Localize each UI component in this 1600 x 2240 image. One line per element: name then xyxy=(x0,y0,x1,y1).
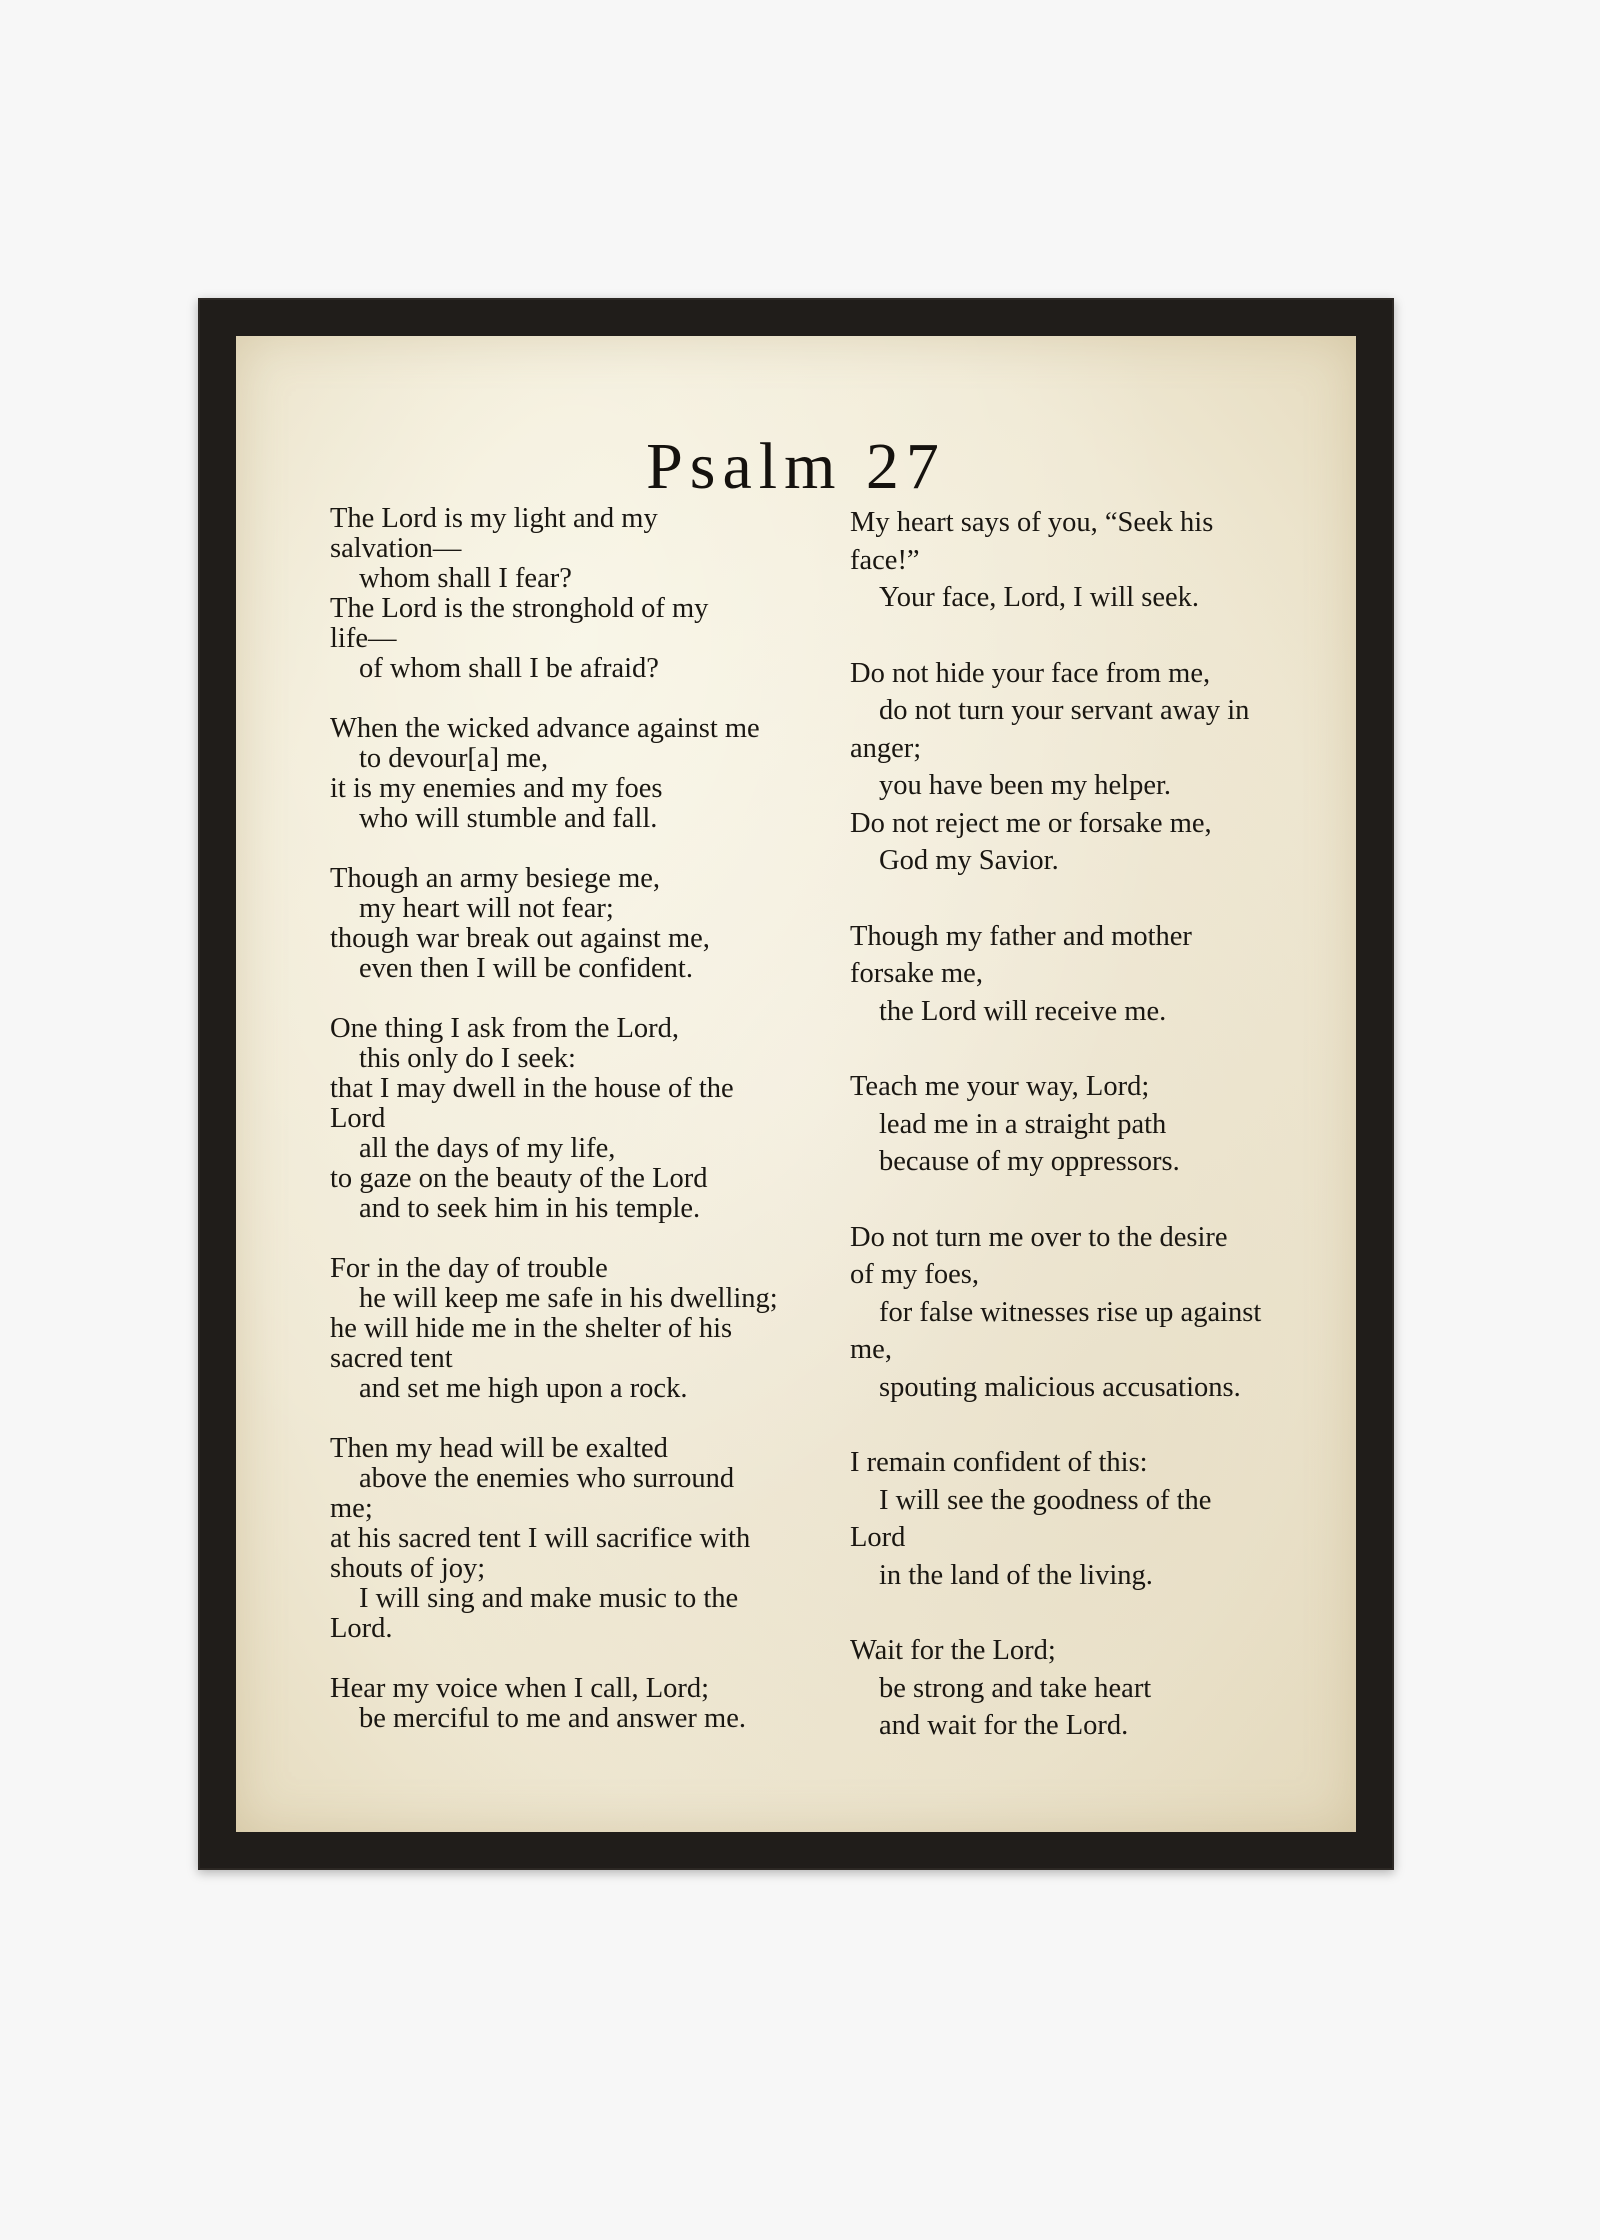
stanza xyxy=(850,1068,1310,1181)
poster-frame xyxy=(198,298,1394,1870)
verse-line: Hear my voice when I call, Lord; xyxy=(330,1673,710,1704)
stanza xyxy=(850,655,1310,880)
verse-line: My heart says of you, “Seek his xyxy=(850,507,1214,538)
verse-line: Teach me your way, Lord; xyxy=(850,1071,1150,1102)
verse-line: Though my father and mother xyxy=(850,920,1192,952)
verse-line: to gaze on the beauty of the Lord xyxy=(330,1163,708,1194)
verse-line: he will hide me in the shelter of his xyxy=(330,1313,733,1344)
verse-line: it is my enemies and my foes xyxy=(330,773,663,804)
verse-line: in the land of the living. xyxy=(879,1559,1153,1591)
verse-line: anger; xyxy=(850,732,922,764)
verse-line: Do not reject me or forsake me, xyxy=(850,807,1212,839)
verse-line: me, xyxy=(850,1334,892,1365)
stanza xyxy=(330,1674,810,1734)
stanza xyxy=(330,1254,810,1404)
stanza xyxy=(330,714,810,834)
verse-line: I will sing and make music to the xyxy=(359,1583,739,1614)
stanza xyxy=(850,1632,1310,1745)
verse-line: be merciful to me and answer me. xyxy=(359,1703,746,1734)
verse-line: I will see the goodness of the xyxy=(879,1484,1212,1516)
verse-line: shouts of joy; xyxy=(330,1553,486,1584)
verse-line: life— xyxy=(330,623,397,654)
stanza xyxy=(330,504,810,684)
poster-title: Psalm 27 xyxy=(646,430,946,503)
verse-line: When the wicked advance against me xyxy=(330,713,760,744)
verse-line: lead me in a straight path xyxy=(879,1108,1167,1140)
verse-line: Though an army besiege me, xyxy=(330,863,661,894)
verse-line: God my Savior. xyxy=(879,845,1059,876)
verse-line: Do not turn me over to the desire xyxy=(850,1221,1228,1253)
verse-line: whom shall I fear? xyxy=(359,563,572,594)
verse-line: Lord. xyxy=(330,1613,393,1644)
verse-line: me; xyxy=(330,1493,373,1524)
verse-line: Your face, Lord, I will seek. xyxy=(879,582,1200,613)
verse-line: Do not hide your face from me, xyxy=(850,657,1211,689)
verse-line: who will stumble and fall. xyxy=(359,803,658,834)
verse-line: Lord xyxy=(330,1103,386,1134)
verse-line: my heart will not fear; xyxy=(359,893,614,924)
verse-line: for false witnesses rise up against xyxy=(879,1296,1262,1328)
verse-line: all the days of my life, xyxy=(359,1133,616,1164)
verse-line: salvation— xyxy=(330,533,462,564)
stanza xyxy=(850,1444,1310,1594)
stanza xyxy=(850,918,1310,1031)
verse-line: For in the day of trouble xyxy=(330,1253,608,1284)
left-text-column xyxy=(330,504,810,1764)
verse-line: you have been my helper. xyxy=(879,770,1172,801)
verse-line: and wait for the Lord. xyxy=(879,1710,1129,1741)
stanza xyxy=(850,504,1310,617)
verse-line: One thing I ask from the Lord, xyxy=(330,1013,680,1044)
verse-line: because of my oppressors. xyxy=(879,1146,1180,1177)
verse-line: to devour[a] me, xyxy=(359,743,549,774)
verse-line: Lord xyxy=(850,1522,906,1553)
verse-line: at his sacred tent I will sacrifice with xyxy=(330,1523,751,1554)
verse-line: Then my head will be exalted xyxy=(330,1433,668,1464)
verse-line: The Lord is my light and my xyxy=(330,503,658,534)
verse-line: and set me high upon a rock. xyxy=(359,1373,688,1404)
verse-line: and to seek him in his temple. xyxy=(359,1193,701,1224)
verse-line: even then I will be confident. xyxy=(359,953,693,984)
stanza xyxy=(330,864,810,984)
verse-line: do not turn your servant away in xyxy=(879,695,1250,726)
verse-line: The Lord is the stronghold of my xyxy=(330,593,709,624)
verse-line: Wait for the Lord; xyxy=(850,1635,1056,1666)
verse-line: forsake me, xyxy=(850,958,983,989)
verse-line: of whom shall I be afraid? xyxy=(359,653,659,684)
verse-line: the Lord will receive me. xyxy=(879,995,1167,1027)
stanza xyxy=(330,1014,810,1224)
verse-line: of my foes, xyxy=(850,1259,980,1290)
poster-paper xyxy=(236,336,1356,1832)
verse-line: sacred tent xyxy=(330,1343,453,1374)
right-text-column xyxy=(850,504,1310,1783)
verse-line: though war break out against me, xyxy=(330,923,710,954)
verse-line: face!” xyxy=(850,544,920,576)
verse-line: I remain confident of this: xyxy=(850,1447,1148,1478)
verse-line: he will keep me safe in his dwelling; xyxy=(359,1283,778,1314)
verse-line: spouting malicious accusations. xyxy=(879,1371,1241,1403)
stanza xyxy=(330,1434,810,1644)
stanza xyxy=(850,1219,1310,1407)
verse-line: above the enemies who surround xyxy=(359,1463,735,1494)
verse-line: this only do I seek: xyxy=(359,1043,576,1074)
verse-line: be strong and take heart xyxy=(879,1672,1152,1704)
verse-line: that I may dwell in the house of the xyxy=(330,1073,734,1104)
